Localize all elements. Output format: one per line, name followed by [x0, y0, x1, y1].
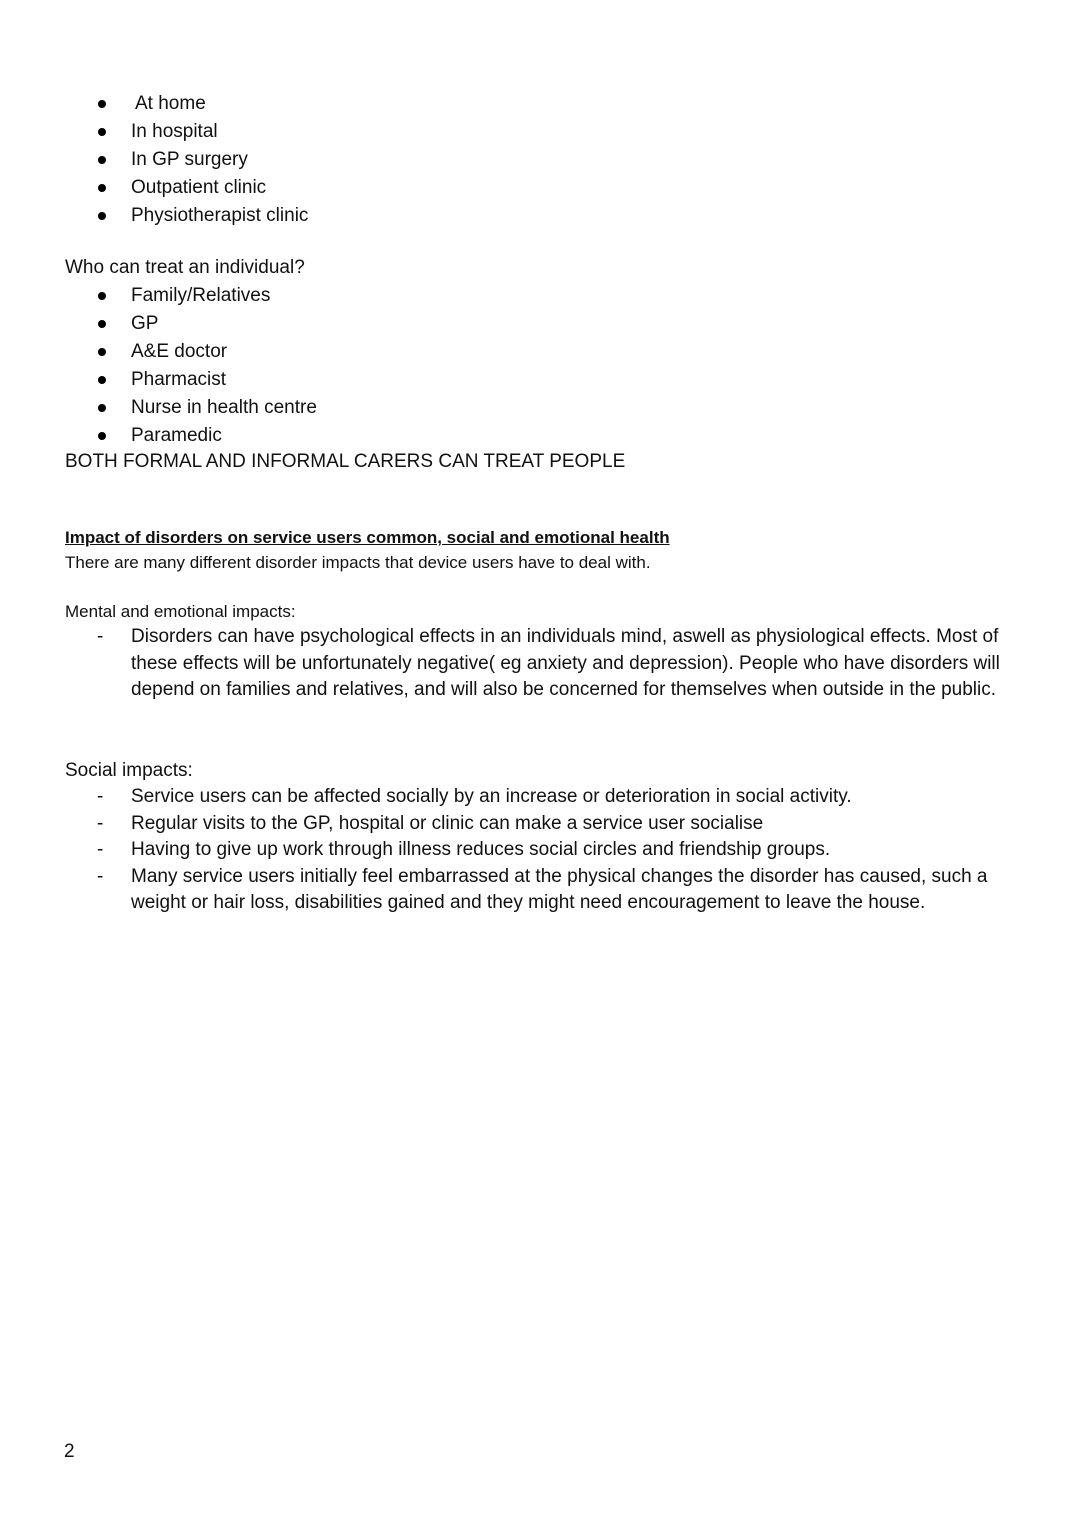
document-page: At home In hospital In GP surgery Outpatient clinic Physiotherapist clinic Who can treat an individual? Family/Relatives GP A&E doctor Pharmacist Nurse in health centre Paramedic BOTH FORMAL AND INFORMAL CARERS CAN TREAT PEOPLE Impact of disorders on service users common, social and emotional health There are many different disorder impacts that device users have to deal with. Mental and emotional impacts: - Disorders can have psychological effects in an individuals mind, aswell as physiological effects. Most of these effects will be unfortunately negative( eg anxiety and depression). People who have disorders will depend on families and relatives, and will also be concerned for themselves when outside in the public. Social impacts: - Service users can be affected socially by an increase or deterioration in social activity. - Regular visits to the GP, hospital or clinic can make a service user socialise - Having to give up work through illness reduces social circles and friendship groups. - Many service users initially feel embarrassed at the physical changes the disorder has caused, such a weight or hair loss, disabilities gained and they might need encouragement to leave the house. 2 — [0, 0, 1080, 1527]
bullet-icon — [98, 100, 106, 108]
list-item: - Many service users initially feel embarrassed at the physical changes the disorder has caused, such a weight or hair loss, disabilities gained and they might need encouragement to leave the house. — [97, 865, 988, 913]
mental-heading: Mental and emotional impacts: — [65, 602, 296, 621]
dash-icon: - — [97, 786, 104, 807]
who-heading: Who can treat an individual? — [65, 257, 305, 278]
dash-icon: - — [97, 839, 104, 860]
carers-note: BOTH FORMAL AND INFORMAL CARERS CAN TREAT PEOPLE — [65, 451, 626, 472]
dash-icon: - — [97, 626, 104, 647]
social-list — [97, 784, 1027, 917]
list-item: - Disorders can have psychological effects in an individuals mind, aswell as physiological effects. Most of these effects will be unfortunately negative( eg anxiety and depression). People who have disorders will depend on families and relatives, and will also be concerned for themselves when outside in the public. — [97, 626, 1000, 700]
bullet-icon — [98, 376, 106, 384]
bullet-icon — [98, 348, 106, 356]
list-item: - Service users can be affected socially by an increase or deterioration in social activity. — [97, 784, 1027, 811]
bullet-icon — [98, 212, 106, 220]
section-heading: Impact of disorders on service users common, social and emotional health — [65, 528, 670, 547]
bullet-icon — [98, 404, 106, 412]
bullet-icon — [98, 432, 106, 440]
list-item: - Regular visits to the GP, hospital or clinic can make a service user socialise — [97, 811, 1027, 838]
dash-icon: - — [97, 812, 104, 834]
list-item: - Having to give up work through illness reduces social circles and friendship groups. — [97, 837, 1027, 864]
mental-list — [97, 624, 1027, 704]
bullet-icon — [98, 156, 106, 164]
bullet-icon — [98, 184, 106, 192]
bullet-icon — [98, 128, 106, 136]
bullet-icon — [98, 320, 106, 328]
social-heading: Social impacts: — [65, 760, 193, 781]
bullet-icon — [98, 292, 106, 300]
dash-icon: - — [97, 865, 104, 887]
page-number: 2 — [64, 1441, 75, 1462]
intro-text: There are many different disorder impacts that device users have to deal with. — [65, 553, 651, 572]
